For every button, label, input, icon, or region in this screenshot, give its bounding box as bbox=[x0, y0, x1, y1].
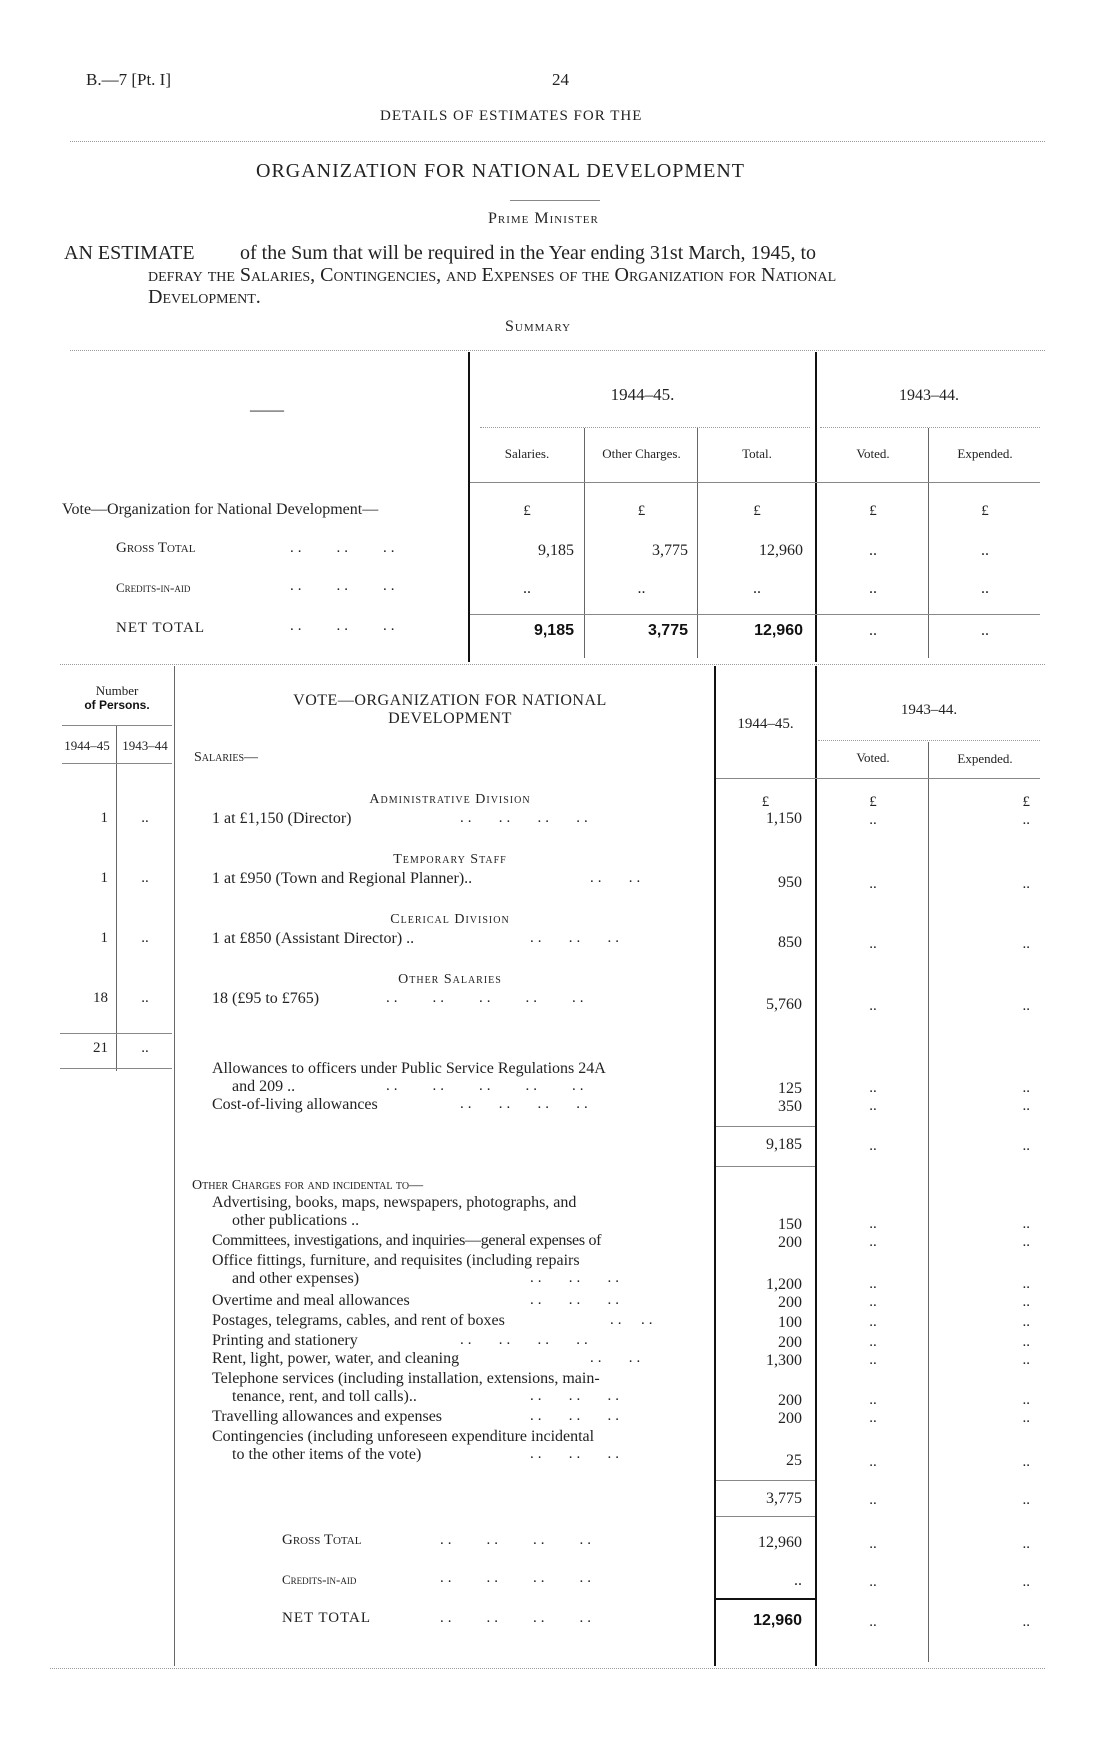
rule bbox=[584, 428, 585, 658]
detail-total-label: Credits-in-aid bbox=[282, 1572, 357, 1587]
other-charges-total-voted: .. bbox=[869, 1492, 877, 1508]
salary-expended: .. bbox=[1022, 936, 1030, 952]
charge-voted: .. bbox=[869, 1392, 877, 1408]
detail-total-amount: .. bbox=[794, 1572, 802, 1589]
rule bbox=[480, 427, 810, 428]
detail-total-voted: .. bbox=[869, 1536, 877, 1552]
summary-cell: .. bbox=[753, 580, 761, 597]
allowance-amount: 350 bbox=[778, 1098, 802, 1115]
division-heading: Clerical Division bbox=[390, 912, 510, 927]
detail-total-expended: .. bbox=[1022, 1536, 1030, 1552]
summary-vote-label: Vote—Organization for National Development— bbox=[62, 501, 379, 518]
page-subtitle: DETAILS OF ESTIMATES FOR THE bbox=[380, 108, 643, 124]
persons-current: 18 bbox=[93, 990, 108, 1006]
divider bbox=[70, 141, 1045, 142]
charge-voted: .. bbox=[869, 1334, 877, 1350]
summary-cell: .. bbox=[523, 580, 531, 597]
salaries-total: 9,185 bbox=[766, 1136, 802, 1153]
pound-sign: £ bbox=[1022, 794, 1030, 810]
summary-cell: .. bbox=[869, 542, 877, 559]
intro-line-1: of the Sum that will be required in the Year ending 31st March, 1945, to bbox=[240, 242, 817, 264]
summary-row-label: NET TOTAL bbox=[116, 620, 206, 636]
allowance-line: Cost-of-living allowances bbox=[212, 1096, 378, 1113]
pound-sign: £ bbox=[869, 503, 877, 519]
charge-expended: .. bbox=[1022, 1410, 1030, 1426]
charge-line: Telephone services (including installation, extensions, main- bbox=[212, 1370, 600, 1387]
charge-expended: .. bbox=[1022, 1392, 1030, 1408]
leader-dots: .. .. .. .. bbox=[460, 1096, 592, 1112]
charge-voted: .. bbox=[869, 1352, 877, 1368]
rule bbox=[928, 428, 929, 658]
rule bbox=[716, 778, 1040, 779]
rule bbox=[716, 1598, 815, 1600]
vote-title: VOTE—ORGANIZATION FOR NATIONAL bbox=[293, 692, 607, 709]
charge-voted: .. bbox=[869, 1294, 877, 1310]
salary-voted: .. bbox=[869, 876, 877, 892]
summary-cell: .. bbox=[981, 542, 989, 559]
num-year-prev: 1943–44 bbox=[122, 738, 168, 753]
summary-heading: Summary bbox=[505, 318, 572, 335]
total-persons-current: 21 bbox=[93, 1040, 108, 1056]
charge-amount: 200 bbox=[778, 1392, 802, 1409]
charge-expended: .. bbox=[1022, 1352, 1030, 1368]
number-heading: Number bbox=[95, 683, 139, 698]
detail-year-prev: 1943–44. bbox=[900, 702, 958, 718]
summary-year-current: 1944–45. bbox=[610, 385, 675, 404]
pound-sign: £ bbox=[981, 503, 989, 519]
charge-line: Rent, light, power, water, and cleaning bbox=[212, 1350, 460, 1367]
charge-amount: 1,200 bbox=[766, 1276, 802, 1293]
division-heading: Other Salaries bbox=[398, 972, 502, 987]
allowance-expended: .. bbox=[1022, 1080, 1030, 1096]
salary-expended: .. bbox=[1022, 876, 1030, 892]
charge-expended: .. bbox=[1022, 1234, 1030, 1250]
detail-total-voted: .. bbox=[869, 1614, 877, 1630]
charge-amount: 100 bbox=[778, 1314, 802, 1331]
leader-dots: .. .. .. .. bbox=[440, 1570, 595, 1586]
col-other-charges: Other Charges. bbox=[602, 446, 681, 461]
charge-voted: .. bbox=[869, 1454, 877, 1470]
leader-dots: .. .. .. bbox=[290, 578, 399, 594]
rule bbox=[815, 666, 817, 1666]
charge-amount: 150 bbox=[778, 1216, 802, 1233]
salary-voted: .. bbox=[869, 812, 877, 828]
summary-cell: .. bbox=[981, 622, 989, 639]
rule bbox=[62, 725, 172, 726]
rule bbox=[174, 666, 175, 1666]
total-persons-prev: .. bbox=[141, 1040, 149, 1056]
summary-cell: 12,960 bbox=[759, 542, 803, 559]
detail-total-label: NET TOTAL bbox=[282, 1610, 372, 1626]
charge-expended: .. bbox=[1022, 1454, 1030, 1470]
charge-line: other publications .. bbox=[232, 1212, 360, 1229]
allowance-amount: 125 bbox=[778, 1080, 802, 1097]
detail-year-current: 1944–45. bbox=[737, 716, 794, 732]
bottom-rule bbox=[50, 1668, 1045, 1669]
leader-dots: .. .. .. bbox=[290, 618, 399, 634]
charge-amount: 200 bbox=[778, 1234, 802, 1251]
number-heading: of Persons. bbox=[84, 698, 150, 712]
rule bbox=[820, 427, 1040, 428]
salaries-label: Salaries— bbox=[194, 750, 259, 765]
salary-line: 1 at £1,150 (Director) bbox=[212, 810, 352, 827]
charge-voted: .. bbox=[869, 1234, 877, 1250]
summary-year-prev: 1943–44. bbox=[899, 387, 959, 404]
persons-prev: .. bbox=[141, 930, 149, 946]
persons-current: 1 bbox=[100, 930, 108, 946]
leader-dots: .. .. bbox=[590, 1350, 645, 1366]
summary-dash: —— bbox=[250, 400, 284, 419]
leader-dots: .. .. .. bbox=[530, 1292, 623, 1308]
charge-line: and other expenses) bbox=[232, 1270, 360, 1287]
rule bbox=[815, 352, 817, 662]
summary-cell: 3,775 bbox=[652, 542, 688, 559]
allowance-voted: .. bbox=[869, 1080, 877, 1096]
pound-sign: £ bbox=[637, 503, 646, 519]
leader-dots: .. .. .. bbox=[530, 1270, 623, 1286]
charge-line: Travelling allowances and expenses bbox=[212, 1408, 443, 1425]
leader-dots: .. .. .. .. bbox=[460, 810, 592, 826]
charge-amount: 1,300 bbox=[766, 1352, 802, 1369]
pound-sign: £ bbox=[523, 503, 531, 519]
division-heading: Administrative Division bbox=[369, 792, 531, 807]
charge-line: to the other items of the vote) bbox=[232, 1446, 422, 1463]
charge-expended: .. bbox=[1022, 1334, 1030, 1350]
charge-amount: 200 bbox=[778, 1410, 802, 1427]
salary-amount: 5,760 bbox=[766, 996, 802, 1013]
leader-dots: .. .. .. bbox=[530, 1446, 623, 1462]
summary-row-label: Gross Total bbox=[116, 540, 196, 556]
other-charges-total: 3,775 bbox=[766, 1490, 802, 1507]
charge-expended: .. bbox=[1022, 1314, 1030, 1330]
summary-top-rule bbox=[70, 350, 1045, 351]
page-number: 24 bbox=[552, 70, 569, 89]
charge-line: Overtime and meal allowances bbox=[212, 1292, 410, 1309]
charge-line: Printing and stationery bbox=[212, 1332, 358, 1349]
summary-cell: .. bbox=[869, 622, 877, 639]
charge-line: Postages, telegrams, cables, and rent of boxes bbox=[212, 1312, 505, 1329]
document-reference: B.—7 [Pt. I] bbox=[86, 70, 171, 89]
divider bbox=[510, 200, 600, 201]
division-heading: Temporary Staff bbox=[393, 852, 507, 867]
col-expended: Expended. bbox=[957, 446, 1013, 461]
charge-amount: 25 bbox=[786, 1452, 802, 1469]
rule bbox=[116, 726, 117, 1071]
allowance-line: Allowances to officers under Public Service Regulations 24A bbox=[212, 1060, 606, 1077]
persons-prev: .. bbox=[141, 870, 149, 886]
page-title: ORGANIZATION FOR NATIONAL DEVELOPMENT bbox=[256, 160, 746, 182]
detail-total-expended: .. bbox=[1022, 1614, 1030, 1630]
pound-sign: £ bbox=[761, 794, 770, 810]
salary-amount: 850 bbox=[778, 934, 802, 951]
leader-dots: .. .. bbox=[590, 870, 645, 886]
intro-line-3: Development. bbox=[148, 286, 261, 308]
charge-line: Committees, investigations, and inquiries—general expenses of bbox=[212, 1232, 602, 1249]
detail-total-voted: .. bbox=[869, 1574, 877, 1590]
leader-dots: .. .. .. .. .. bbox=[386, 990, 588, 1006]
salary-expended: .. bbox=[1022, 812, 1030, 828]
rule bbox=[716, 1516, 815, 1517]
charge-expended: .. bbox=[1022, 1216, 1030, 1232]
salary-amount: 950 bbox=[778, 874, 802, 891]
detail-expended: Expended. bbox=[957, 751, 1013, 766]
intro-line-2: defray the Salaries, Contingencies, and Expenses of the Organization for National bbox=[148, 264, 837, 286]
leader-dots: .. .. .. .. bbox=[440, 1532, 595, 1548]
detail-total-expended: .. bbox=[1022, 1574, 1030, 1590]
leader-dots: .. .. .. .. bbox=[440, 1610, 595, 1626]
rule bbox=[928, 742, 929, 1662]
salary-voted: .. bbox=[869, 936, 877, 952]
detail-top-rule bbox=[60, 664, 1045, 665]
persons-prev: .. bbox=[141, 810, 149, 826]
detail-voted: Voted. bbox=[856, 750, 890, 765]
allowance-expended: .. bbox=[1022, 1098, 1030, 1114]
vote-title: DEVELOPMENT bbox=[388, 710, 512, 727]
salaries-total-voted: .. bbox=[869, 1138, 877, 1154]
detail-total-amount: 12,960 bbox=[758, 1534, 802, 1551]
rule bbox=[62, 763, 172, 764]
charge-voted: .. bbox=[869, 1216, 877, 1232]
col-total: Total. bbox=[742, 446, 772, 461]
salaries-total-expended: .. bbox=[1022, 1138, 1030, 1154]
summary-row-label: Credits-in-aid bbox=[116, 580, 191, 595]
rule bbox=[716, 1126, 815, 1127]
pound-sign: £ bbox=[753, 503, 761, 519]
summary-cell: 9,185 bbox=[533, 622, 574, 639]
charge-line: Advertising, books, maps, newspapers, photographs, and bbox=[212, 1194, 577, 1211]
summary-cell: 3,775 bbox=[647, 622, 688, 639]
col-voted: Voted. bbox=[856, 446, 890, 461]
charge-expended: .. bbox=[1022, 1276, 1030, 1292]
rule bbox=[60, 1033, 172, 1034]
charge-line: Contingencies (including unforeseen expenditure incidental bbox=[212, 1428, 595, 1445]
leader-dots: .. .. .. bbox=[530, 1408, 623, 1424]
salary-line: 1 at £850 (Assistant Director) .. bbox=[212, 930, 415, 947]
detail-total-amount: 12,960 bbox=[753, 1612, 802, 1629]
leader-dots: .. .. .. bbox=[530, 1388, 623, 1404]
minister-heading: Prime Minister bbox=[488, 210, 599, 227]
leader-dots: .. .. .. bbox=[530, 930, 623, 946]
summary-cell: .. bbox=[981, 580, 989, 597]
leader-dots: .. .. .. bbox=[290, 540, 399, 556]
leader-dots: .. .. .. .. bbox=[460, 1332, 592, 1348]
charge-voted: .. bbox=[869, 1410, 877, 1426]
other-charges-label: Other Charges for and incidental to— bbox=[192, 1178, 424, 1193]
rule bbox=[697, 428, 698, 658]
other-charges-total-expended: .. bbox=[1022, 1492, 1030, 1508]
rule bbox=[818, 740, 1040, 741]
persons-prev: .. bbox=[141, 990, 149, 1006]
rule bbox=[716, 1166, 815, 1167]
salary-line: 18 (£95 to £765) bbox=[212, 990, 320, 1007]
rule bbox=[60, 1068, 172, 1069]
charge-voted: .. bbox=[869, 1314, 877, 1330]
salary-line: 1 at £950 (Town and Regional Planner).. bbox=[212, 870, 473, 887]
detail-total-label: Gross Total bbox=[282, 1532, 362, 1548]
pound-sign: £ bbox=[869, 794, 877, 810]
charge-line: tenance, rent, and toll calls).. bbox=[232, 1388, 417, 1405]
charge-amount: 200 bbox=[778, 1294, 802, 1311]
summary-cell: 12,960 bbox=[754, 622, 803, 639]
leader-dots: .. .. bbox=[610, 1312, 657, 1328]
intro-lead: AN ESTIMATE bbox=[64, 242, 195, 264]
summary-cell: .. bbox=[869, 580, 877, 597]
salary-voted: .. bbox=[869, 998, 877, 1014]
col-salaries: Salaries. bbox=[504, 446, 550, 461]
allowance-voted: .. bbox=[869, 1098, 877, 1114]
salary-expended: .. bbox=[1022, 998, 1030, 1014]
rule bbox=[470, 614, 1040, 615]
salary-amount: 1,150 bbox=[766, 810, 802, 827]
rule bbox=[716, 1480, 815, 1481]
charge-voted: .. bbox=[869, 1276, 877, 1292]
rule bbox=[470, 482, 1040, 483]
charge-expended: .. bbox=[1022, 1294, 1030, 1310]
persons-current: 1 bbox=[100, 810, 108, 826]
charge-line: Office fittings, furniture, and requisites (including repairs bbox=[212, 1252, 580, 1269]
num-year-current: 1944–45 bbox=[64, 738, 110, 753]
allowance-line: and 209 .. bbox=[232, 1078, 296, 1095]
summary-cell: 9,185 bbox=[538, 542, 574, 559]
summary-cell: .. bbox=[637, 580, 646, 597]
leader-dots: .. .. .. .. .. bbox=[386, 1078, 588, 1094]
persons-current: 1 bbox=[100, 870, 108, 886]
charge-amount: 200 bbox=[778, 1334, 802, 1351]
